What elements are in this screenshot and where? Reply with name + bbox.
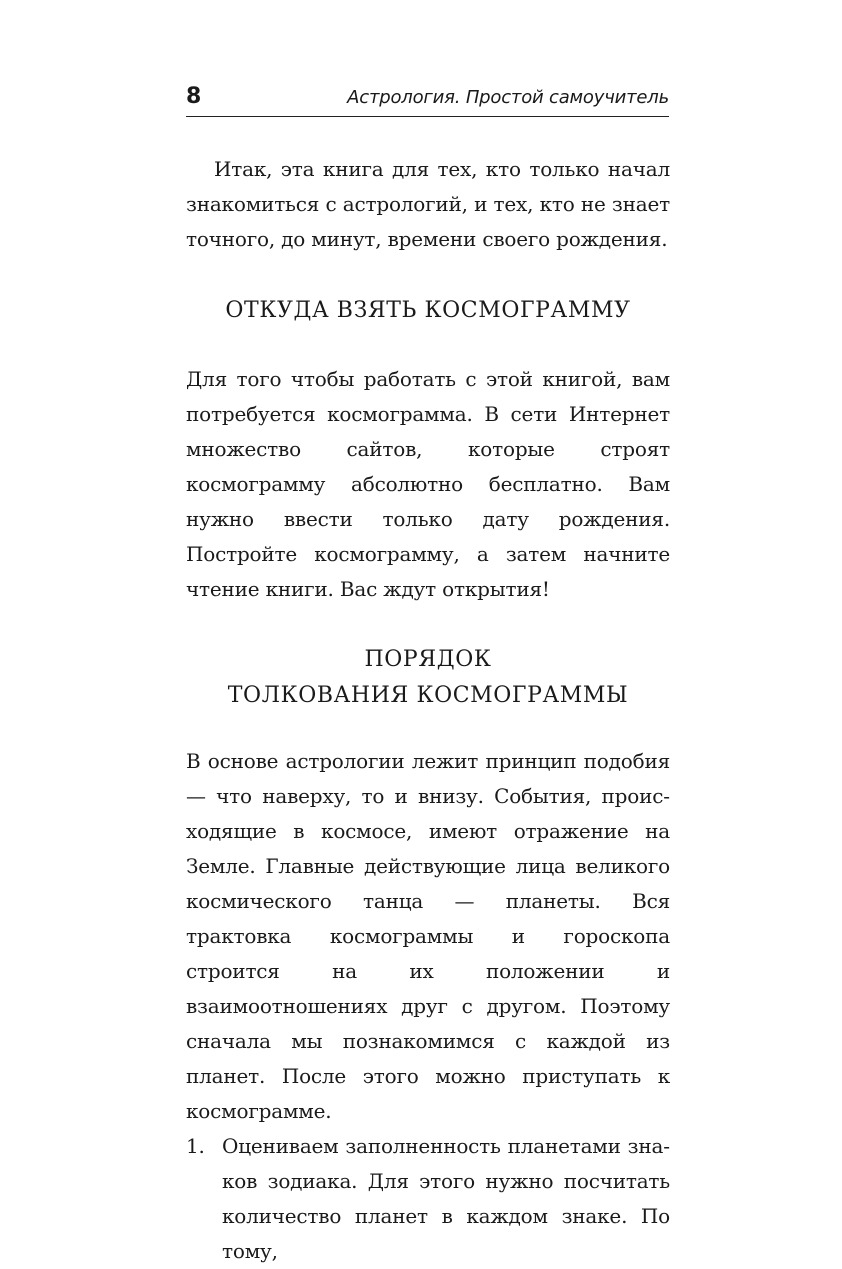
list-item bbox=[186, 1129, 670, 1269]
section-heading-interpretation-order bbox=[186, 642, 670, 714]
section-heading-line-2: ТОЛКОВАНИЯ КОСМОГРАММЫ bbox=[227, 683, 629, 708]
running-header bbox=[186, 80, 669, 117]
section1-paragraph: Для того чтобы работать с этой книгой, вам потребуется космограмма. В сети Интернет множество сайтов, которые строят космограмму абсолютно бесплатно. Вам нужно ввести только дату рождения. Постройте космограмму, а затем начните чтение книги. Вас ждут открытия! bbox=[186, 367, 670, 601]
running-title: Астрология. Простой самоучитель bbox=[347, 87, 669, 108]
section-heading-line-1: ПОРЯДОК bbox=[364, 647, 492, 672]
section-heading-cosmogram-source: ОТКУДА ВЗЯТЬ КОСМОГРАММУ bbox=[225, 298, 631, 323]
page-body bbox=[186, 152, 670, 1269]
intro-paragraph: Итак, эта книга для тех, кто только начал знакомиться с астрологий, и тех, кто не знает точного, до минут, времени своего рождения. bbox=[186, 157, 670, 251]
list-item-number: 1. bbox=[186, 1134, 205, 1158]
page-number: 8 bbox=[186, 84, 202, 109]
list-item-text: Оцениваем заполненность планетами знаков зодиака. Для этого нужно посчитать количество планет в каждом знаке. По тому, bbox=[222, 1134, 670, 1263]
section2-paragraph: В основе астрологии лежит принцип подобия — что наверху, то и внизу. События, происходящие в космосе, имеют отражение на Земле. Главные действующие лица великого космического танца — планеты. Вся трактовка космограммы и гороскопа строится на их положении и взаимоотношениях друг с другом. Поэтому сначала мы познакомимся с каждой из планет. После этого можно приступать к космограмме. bbox=[186, 749, 670, 1123]
steps-list bbox=[186, 1129, 670, 1269]
